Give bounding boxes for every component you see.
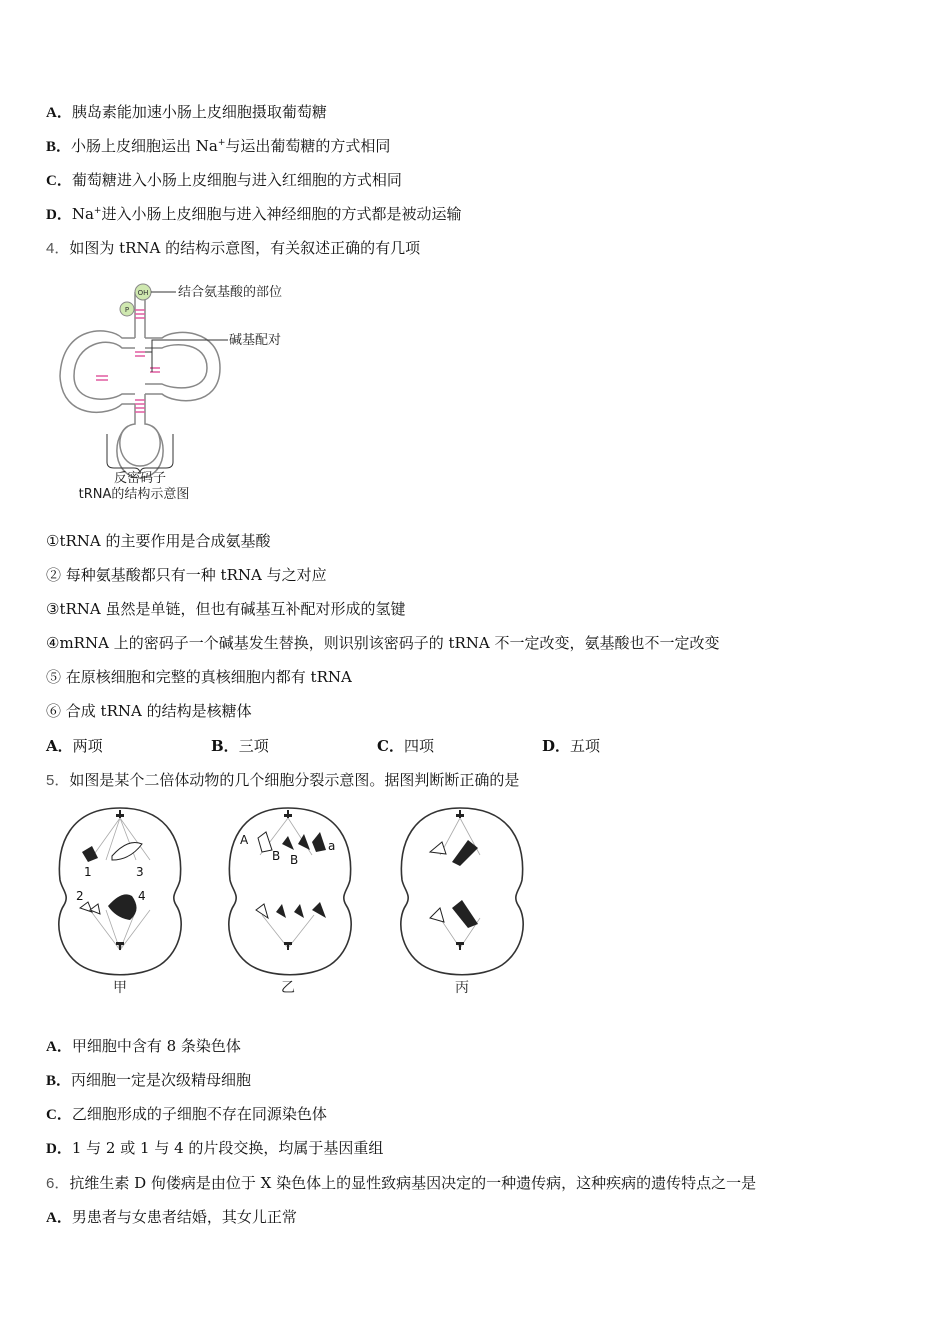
option-text: Na [71,205,94,223]
superscript: + [217,138,226,148]
q4-option-c [377,736,434,756]
question-number: 5． [46,772,70,789]
q3-option-a [46,102,327,123]
option-text: 四项 [403,737,434,755]
anticodon-label: 反密码子 [113,471,167,486]
chrom-label-a-upper: A [240,833,249,847]
statement-text: ③tRNA 虽然是单链，但也有碱基互补配对形成的氢键 [46,600,406,618]
figure-caption: tRNA的结构示意图 [78,487,190,502]
option-letter: D． [542,737,571,755]
chrom-label-4: 4 [138,889,146,903]
option-letter: A． [46,1039,72,1055]
statement-text: ⑤ 在原核细胞和完整的真核细胞内都有 tRNA [46,668,352,686]
option-text: 1 与 2 或 1 与 4 的片段交换，均属于基因重组 [71,1139,384,1157]
q5-stem [46,770,519,791]
option-letter: C． [46,173,72,189]
q5-option-a [46,1036,241,1057]
option-letter: D． [46,207,72,223]
q3-option-d [46,204,461,225]
cell-label-jia: 甲 [113,980,127,996]
question-text: 如图为 tRNA 的结构示意图，有关叙述正确的有几项 [69,239,421,257]
option-text: 丙细胞一定是次级精母细胞 [71,1071,252,1089]
trna-diagram [52,276,322,506]
q4-options [46,736,746,756]
q4-statement-2 [46,565,327,585]
q4-option-d [542,736,600,756]
p-label: P [124,306,130,314]
binding-site-label: 结合氨基酸的部位 [178,285,283,300]
chrom-label-3: 3 [136,865,144,879]
option-letter: C． [377,737,404,755]
option-letter: B． [211,737,239,755]
option-letter: A． [46,1210,72,1226]
question-number: 6． [46,1175,70,1192]
q3-option-c [46,170,402,191]
option-letter: A． [46,105,72,121]
q4-statement-5 [46,667,352,687]
chrom-label-a-lower: a [328,839,336,853]
option-letter: B． [46,139,72,155]
option-text: 三项 [238,737,269,755]
option-letter: D． [46,1141,72,1157]
cell-label-bing: 丙 [455,980,469,996]
q4-stem [46,238,420,259]
question-text: 如图是某个二倍体动物的几个细胞分裂示意图。据图判断断正确的是 [69,771,520,789]
statement-text: ⑥ 合成 tRNA 的结构是核糖体 [46,702,252,720]
q5-option-c [46,1104,327,1125]
statement-text: ④mRNA 上的密码子一个碱基发生替换，则识别该密码子的 tRNA 不一定改变，氨基酸也不一定改变 [46,634,720,652]
option-text: 乙细胞形成的子细胞不存在同源染色体 [71,1105,327,1123]
option-text-cont: 进入小肠上皮细胞与进入神经细胞的方式都是被动运输 [101,205,462,223]
option-text: 葡萄糖进入小肠上皮细胞与进入红细胞的方式相同 [71,171,402,189]
q4-statement-1 [46,531,271,551]
option-text-cont: 与运出葡萄糖的方式相同 [225,137,391,155]
statement-text: ①tRNA 的主要作用是合成氨基酸 [46,532,271,550]
chrom-label-1: 1 [84,865,92,879]
q4-statement-4 [46,633,720,653]
q5-option-b [46,1070,251,1091]
q5-option-d [46,1138,383,1159]
q4-option-a [46,736,103,756]
option-text: 五项 [570,737,601,755]
option-letter: A． [46,737,73,755]
q6-option-a [46,1207,297,1228]
cell-label-yi: 乙 [281,980,295,996]
superscript: + [93,206,102,216]
cell-division-diagram [50,800,530,1000]
question-number: 4． [46,240,70,257]
chrom-label-2: 2 [76,889,84,903]
q4-statement-3 [46,599,406,619]
option-text: 甲细胞中含有 8 条染色体 [71,1037,241,1055]
option-text: 小肠上皮细胞运出 Na [71,137,218,155]
base-pairing-label: 碱基配对 [229,333,282,348]
chrom-label-b2: B [290,853,299,867]
option-text: 两项 [72,737,103,755]
option-letter: B． [46,1073,72,1089]
q4-option-b [211,736,269,756]
question-text: 抗维生素 D 佝偻病是由位于 X 染色体上的显性致病基因决定的一种遗传病，这种疾病的遗传特点之一是 [69,1174,757,1192]
q4-statement-6 [46,701,252,721]
option-letter: C． [46,1107,72,1123]
q3-option-b [46,136,390,157]
oh-label: OH [137,289,149,297]
option-text: 男患者与女患者结婚，其女儿正常 [71,1208,297,1226]
option-text: 胰岛素能加速小肠上皮细胞摄取葡萄糖 [71,103,327,121]
chrom-label-b1: B [272,849,281,863]
q6-stem [46,1173,756,1194]
statement-text: ② 每种氨基酸都只有一种 tRNA 与之对应 [46,566,327,584]
